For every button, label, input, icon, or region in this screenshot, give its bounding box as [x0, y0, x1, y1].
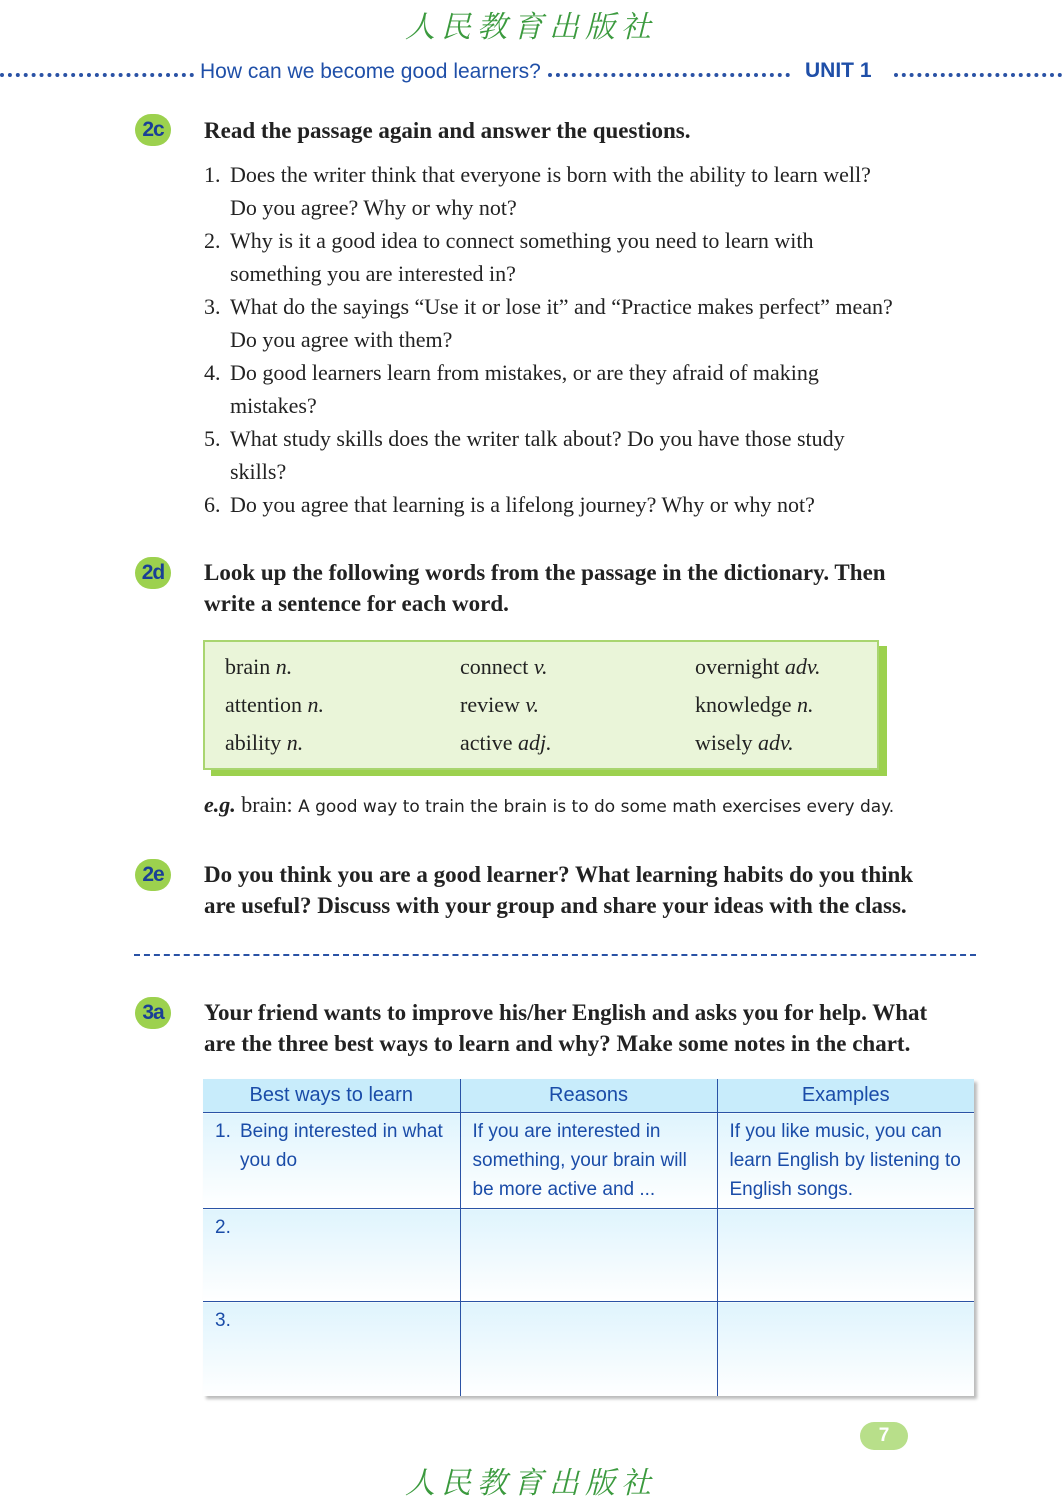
instruction-2c: Read the passage again and answer the questions. — [204, 118, 691, 143]
badge-2d: 2d — [135, 557, 171, 589]
column-header: Examples — [717, 1079, 974, 1113]
word-item: wisely adv. — [695, 730, 794, 755]
page-number: 7 — [860, 1422, 908, 1450]
word-item: overnight adv. — [695, 654, 821, 679]
question-line: skills? — [230, 459, 287, 484]
table-row[interactable] — [203, 1209, 974, 1302]
question-item: 6. Do you agree that learning is a lifelong journey? Why or why not? — [204, 488, 984, 521]
publisher-logo-bottom: 人民教育出版社 — [405, 1466, 657, 1501]
badge-2e: 2e — [135, 859, 171, 891]
running-header — [0, 56, 1062, 90]
word-item: knowledge n. — [695, 692, 814, 717]
word-item: active adj. — [460, 730, 552, 755]
question-line: Do you agree? Why or why not? — [230, 195, 517, 220]
instruction-2d: Look up the following words from the passage in the dictionary. Then write a sentence for each word. — [204, 560, 886, 616]
question-line: What do the sayings “Use it or lose it” and “Practice makes perfect” mean? — [230, 294, 893, 319]
question-line: Do you agree with them? — [230, 327, 453, 352]
question-line: something you are interested in? — [230, 261, 516, 286]
instruction-3a: Your friend wants to improve his/her English and asks you for help. What are the three best ways to learn and why? Make some notes in the chart. — [204, 1000, 928, 1056]
table-row[interactable] — [203, 1302, 974, 1396]
column-header: Best ways to learn — [203, 1079, 460, 1113]
section-divider — [134, 954, 976, 956]
table-row — [203, 1113, 974, 1209]
table-cell: 1. Being interested in what you do — [203, 1113, 460, 1209]
table-cell: If you are interested in something, your brain will be more active and ... — [460, 1113, 717, 1209]
word-item: connect v. — [460, 654, 548, 679]
word-item: brain n. — [225, 654, 293, 679]
header-title: How can we become good learners? — [200, 60, 541, 83]
table-cell[interactable]: 3. — [203, 1302, 460, 1396]
question-item: 2. Why is it a good idea to connect something you need to learn with something you are interested in? — [204, 224, 984, 290]
badge-2c: 2c — [135, 114, 171, 146]
column-header: Reasons — [460, 1079, 717, 1113]
table-cell: If you like music, you can learn English by listening to English songs. — [717, 1113, 974, 1209]
question-line: What study skills does the writer talk about? Do you have those study — [230, 426, 845, 451]
badge-3a: 3a — [135, 997, 171, 1029]
publisher-logo-top: 人民教育出版社 — [405, 10, 657, 45]
word-item: review v. — [460, 692, 539, 717]
header-dots-left — [0, 73, 194, 77]
word-box — [203, 640, 879, 770]
header-dots-middle — [548, 73, 790, 77]
question-item: 3. What do the sayings “Use it or lose it” and “Practice makes perfect” mean? Do you agree with them? — [204, 290, 984, 356]
instruction-2e: Do you think you are a good learner? What learning habits do you think are useful? Discuss with your group and share your ideas with the class. — [204, 862, 914, 918]
notes-chart — [203, 1079, 974, 1396]
word-item: ability n. — [225, 730, 304, 755]
question-line: Do you agree that learning is a lifelong journey? Why or why not? — [230, 492, 815, 517]
table-cell[interactable] — [460, 1209, 717, 1302]
handwritten-sentence: A good way to train the brain is to do some math exercises every day. — [298, 797, 895, 817]
question-list — [204, 158, 984, 521]
word-item: attention n. — [225, 692, 324, 717]
example-sentence: e.g. brain: A good way to train the brain is to do some math exercises every day. — [204, 792, 895, 817]
unit-label: UNIT 1 — [805, 59, 872, 82]
chart-header-row — [203, 1079, 974, 1113]
table-cell[interactable]: 2. — [203, 1209, 460, 1302]
table-cell[interactable] — [717, 1302, 974, 1396]
question-item: 4. Do good learners learn from mistakes, or are they afraid of making mistakes? — [204, 356, 984, 422]
question-line: Does the writer think that everyone is born with the ability to learn well? — [230, 162, 871, 187]
table-cell[interactable] — [460, 1302, 717, 1396]
table-cell[interactable] — [717, 1209, 974, 1302]
question-line: Do good learners learn from mistakes, or are they afraid of making — [230, 360, 819, 385]
question-line: Why is it a good idea to connect something you need to learn with — [230, 228, 814, 253]
header-dots-right — [894, 73, 1062, 77]
question-line: mistakes? — [230, 393, 317, 418]
question-item: 1. Does the writer think that everyone is born with the ability to learn well? Do you agree? Why or why not? — [204, 158, 984, 224]
question-item: 5. What study skills does the writer talk about? Do you have those study skills? — [204, 422, 984, 488]
